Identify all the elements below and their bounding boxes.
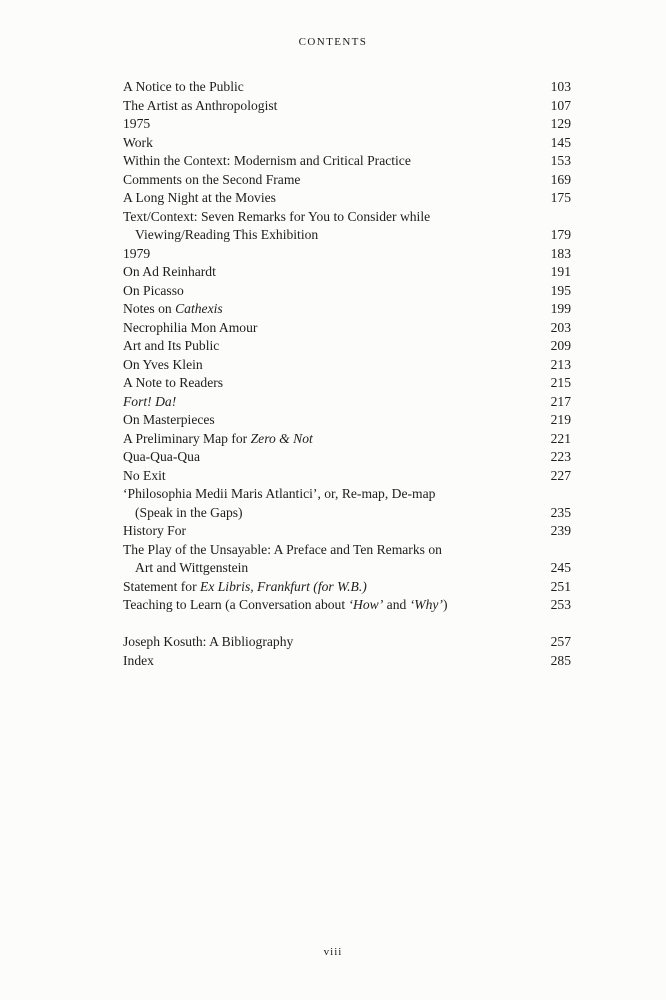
- toc-page-number: 221: [550, 430, 571, 446]
- toc-page-number: 217: [550, 393, 571, 409]
- toc-title-segment: On Picasso: [123, 282, 184, 298]
- toc-title-segment: Statement for: [123, 578, 201, 594]
- toc-title-italic-segment: Zero & Not: [250, 430, 313, 446]
- toc-page-number: 219: [550, 412, 571, 427]
- toc-entry-title: [123, 541, 571, 560]
- toc-entry: [123, 356, 571, 375]
- toc-page-number: 251: [550, 578, 571, 594]
- toc-page-number: 215: [550, 375, 571, 390]
- toc-entry-title: [123, 189, 571, 208]
- toc-entry-title: [123, 97, 571, 116]
- toc-page-number: 245: [550, 560, 571, 575]
- toc-entry-title-continued: [123, 226, 571, 245]
- toc-entry: [123, 578, 571, 597]
- toc-entry: [123, 337, 571, 356]
- toc-title-segment: A Long Night at the Movies: [123, 190, 276, 205]
- toc-page-number: 103: [550, 79, 571, 94]
- toc-title-segment: ): [442, 597, 448, 612]
- toc-title-segment: On Masterpieces: [123, 412, 215, 427]
- toc-entry: [123, 189, 571, 208]
- toc-page-number: 285: [550, 652, 571, 668]
- toc-page-number: 253: [550, 597, 571, 612]
- toc-title-segment: Art and Wittgenstein: [135, 560, 249, 575]
- toc-title-segment: Comments on the Second Frame: [123, 171, 301, 187]
- toc-entry-title: [123, 300, 571, 319]
- toc-entry: [123, 430, 571, 449]
- toc-title-segment: No Exit: [123, 467, 166, 483]
- toc-entry-title: [123, 152, 571, 171]
- toc-entry-title: [123, 596, 571, 615]
- toc-entry: [123, 152, 571, 171]
- toc-entry: [123, 541, 571, 578]
- toc-title-segment: Notes on: [123, 301, 176, 316]
- toc-entry: [123, 633, 571, 652]
- toc-entry: [123, 319, 571, 338]
- toc-page-number: 239: [550, 523, 571, 538]
- toc-title-segment: The Play of the Unsayable: A Preface and Ten Remarks on: [123, 541, 442, 557]
- toc-title-segment: A Note to Readers: [123, 375, 224, 390]
- section-gap: [123, 615, 571, 634]
- toc-page-number: 153: [550, 153, 571, 168]
- toc-title-segment: On Yves Klein: [123, 356, 203, 372]
- toc-entry-title: [123, 319, 571, 338]
- toc-page-number: 223: [550, 449, 571, 464]
- toc-entry-title: [123, 411, 571, 430]
- toc-entry: [123, 596, 571, 615]
- toc-entry-title-continued: [123, 559, 571, 578]
- toc-page-number: 199: [550, 301, 571, 316]
- toc-page-number: 169: [550, 171, 571, 187]
- toc-page-number: 145: [550, 134, 571, 150]
- toc-entry-title: [123, 485, 571, 504]
- toc-entry-title: [123, 430, 571, 449]
- toc-entry: [123, 282, 571, 301]
- toc-entry-title: [123, 337, 571, 356]
- toc-page-number: 195: [550, 282, 571, 298]
- toc-title-italic-segment: Fort! Da!: [123, 393, 177, 409]
- toc-entry: [123, 448, 571, 467]
- toc-entry-title: [123, 245, 571, 264]
- toc-page-number: 257: [550, 634, 571, 649]
- toc-entry: [123, 485, 571, 522]
- toc-entry: [123, 171, 571, 190]
- toc-entry-title: [123, 652, 571, 671]
- toc-entry: [123, 78, 571, 97]
- toc-page-number: 227: [550, 467, 571, 483]
- toc-title-segment: Index: [123, 652, 154, 668]
- toc-page-number: 179: [550, 227, 571, 242]
- toc-entry: [123, 467, 571, 486]
- toc-page-number: 213: [550, 356, 571, 372]
- toc-entry: [123, 208, 571, 245]
- toc-title-segment: On Ad Reinhardt: [123, 264, 216, 279]
- toc-entry: [123, 97, 571, 116]
- toc-entry-title: [123, 171, 571, 190]
- toc-entry: [123, 245, 571, 264]
- toc-title-segment: Joseph Kosuth: A Bibliography: [123, 634, 294, 649]
- toc-entry-title: [123, 393, 571, 412]
- toc-title-segment: ‘Philosophia Medii Maris Atlantici’, or, Re-map, De-map: [123, 486, 436, 501]
- toc-title-segment: Within the Context: Modernism and Critical Practice: [123, 153, 411, 168]
- toc-title-italic-segment: ‘Why’: [409, 597, 443, 612]
- toc-page-number: 209: [550, 338, 571, 353]
- toc-page-number: 175: [550, 190, 571, 205]
- toc-entry-title: [123, 522, 571, 541]
- toc-page-number: 129: [550, 116, 571, 131]
- toc-entry-title: [123, 134, 571, 153]
- toc-entry: [123, 411, 571, 430]
- toc-entry: [123, 134, 571, 153]
- toc-title-segment: Work: [123, 134, 153, 150]
- toc-title-italic-segment: Ex Libris, Frankfurt (for W.B.): [200, 578, 367, 594]
- toc-page-number: 107: [550, 97, 571, 113]
- page-number: viii: [323, 946, 343, 958]
- toc-entry: [123, 522, 571, 541]
- toc-page-number: 203: [550, 319, 571, 335]
- toc-title-segment: History For: [123, 523, 187, 538]
- toc-title-segment: 1979: [123, 245, 151, 261]
- toc-title-segment: 1975: [123, 116, 151, 131]
- toc-entry-title: [123, 578, 571, 597]
- toc-entry: [123, 300, 571, 319]
- toc-title-segment: Necrophilia Mon Amour: [123, 319, 258, 335]
- toc-title-segment: Text/Context: Seven Remarks for You to Consider while: [123, 208, 431, 224]
- toc-entry-title: [123, 208, 571, 227]
- toc-title-segment: and: [383, 597, 410, 612]
- toc-entry: [123, 652, 571, 671]
- toc-entry-title: [123, 78, 571, 97]
- toc-entry-title: [123, 374, 571, 393]
- toc-title-segment: The Artist as Anthropologist: [123, 97, 278, 113]
- toc-page-number: 235: [550, 504, 571, 520]
- toc-entry-title: [123, 356, 571, 375]
- toc-title-segment: Art and Its Public: [123, 338, 220, 353]
- toc-entry-title-continued: [123, 504, 571, 523]
- toc-title-segment: A Notice to the Public: [123, 79, 244, 94]
- page-title: CONTENTS: [298, 36, 368, 48]
- toc-page-number: 183: [550, 245, 571, 261]
- table-of-contents: [123, 78, 571, 670]
- toc-entry: [123, 374, 571, 393]
- toc-entry-title: [123, 633, 571, 652]
- toc-entry-title: [123, 467, 571, 486]
- toc-title-segment: A Preliminary Map for: [123, 430, 251, 446]
- toc-entry-title: [123, 282, 571, 301]
- toc-entry: [123, 115, 571, 134]
- toc-entry-title: [123, 448, 571, 467]
- toc-title-segment: Qua-Qua-Qua: [123, 449, 200, 464]
- toc-title-italic-segment: Cathexis: [175, 301, 223, 316]
- toc-entry: [123, 393, 571, 412]
- toc-title-italic-segment: ‘How’: [348, 597, 384, 612]
- toc-page-number: 191: [550, 264, 571, 279]
- toc-title-segment: Viewing/Reading This Exhibition: [135, 227, 319, 242]
- toc-entry-title: [123, 115, 571, 134]
- toc-entry-title: [123, 263, 571, 282]
- toc-title-segment: (Speak in the Gaps): [135, 504, 243, 520]
- toc-title-segment: Teaching to Learn (a Conversation about: [123, 597, 349, 612]
- toc-entry: [123, 263, 571, 282]
